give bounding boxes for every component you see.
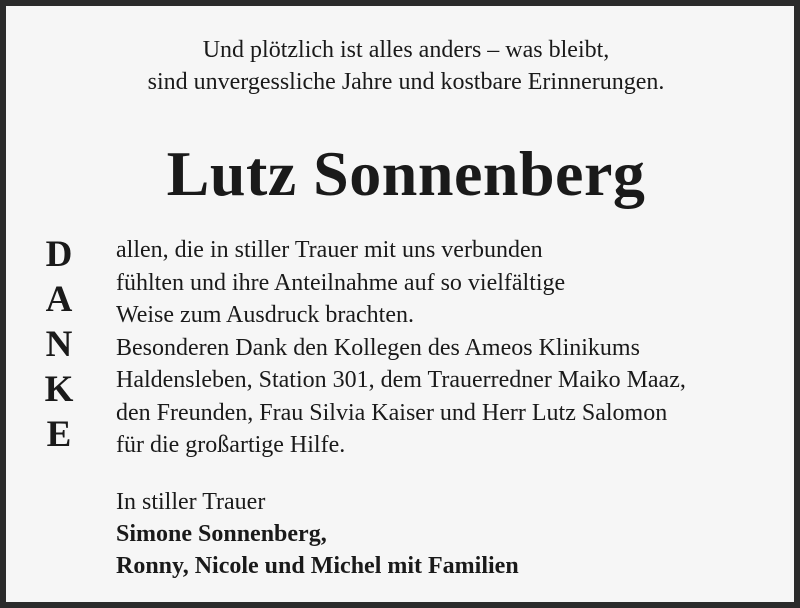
- text-line: allen, die in stiller Trauer mit uns verbunden: [116, 237, 543, 263]
- danke-letter: A: [45, 279, 73, 320]
- thank-you-text: [116, 234, 786, 462]
- intro-line-2: sind unvergessliche Jahre und kostbare Erinnerungen.: [147, 69, 665, 95]
- text-line: fühlten und ihre Anteilnahme auf so vielfältige: [116, 269, 566, 296]
- text-line: für die großartige Hilfe.: [116, 432, 346, 458]
- danke-letter: D: [45, 234, 73, 275]
- danke-letter: N: [45, 324, 73, 365]
- signature-name-2: Ronny, Nicole und Michel mit Familien: [116, 553, 519, 579]
- text-line: Besonderen Dank den Kollegen des Ameos Klinikums: [116, 334, 640, 361]
- deceased-name: Lutz Sonnenberg: [166, 138, 646, 209]
- signature-name-1: Simone Sonnenberg,: [116, 521, 327, 547]
- signature-intro: In stiller Trauer: [116, 489, 266, 515]
- signature-block: [116, 486, 786, 582]
- intro-quote: [6, 34, 800, 98]
- danke-letter: E: [46, 414, 72, 455]
- intro-line-1: Und plötzlich ist alles anders – was bleibt,: [202, 37, 610, 63]
- text-line: den Freunden, Frau Silvia Kaiser und Herr Lutz Salomon: [116, 399, 668, 426]
- text-line: Weise zum Ausdruck brachten.: [116, 302, 414, 328]
- text-line: Haldensleben, Station 301, dem Trauerredner Maiko Maaz,: [116, 367, 686, 393]
- danke-vertical-word: [30, 232, 88, 457]
- danke-letter: K: [44, 369, 74, 410]
